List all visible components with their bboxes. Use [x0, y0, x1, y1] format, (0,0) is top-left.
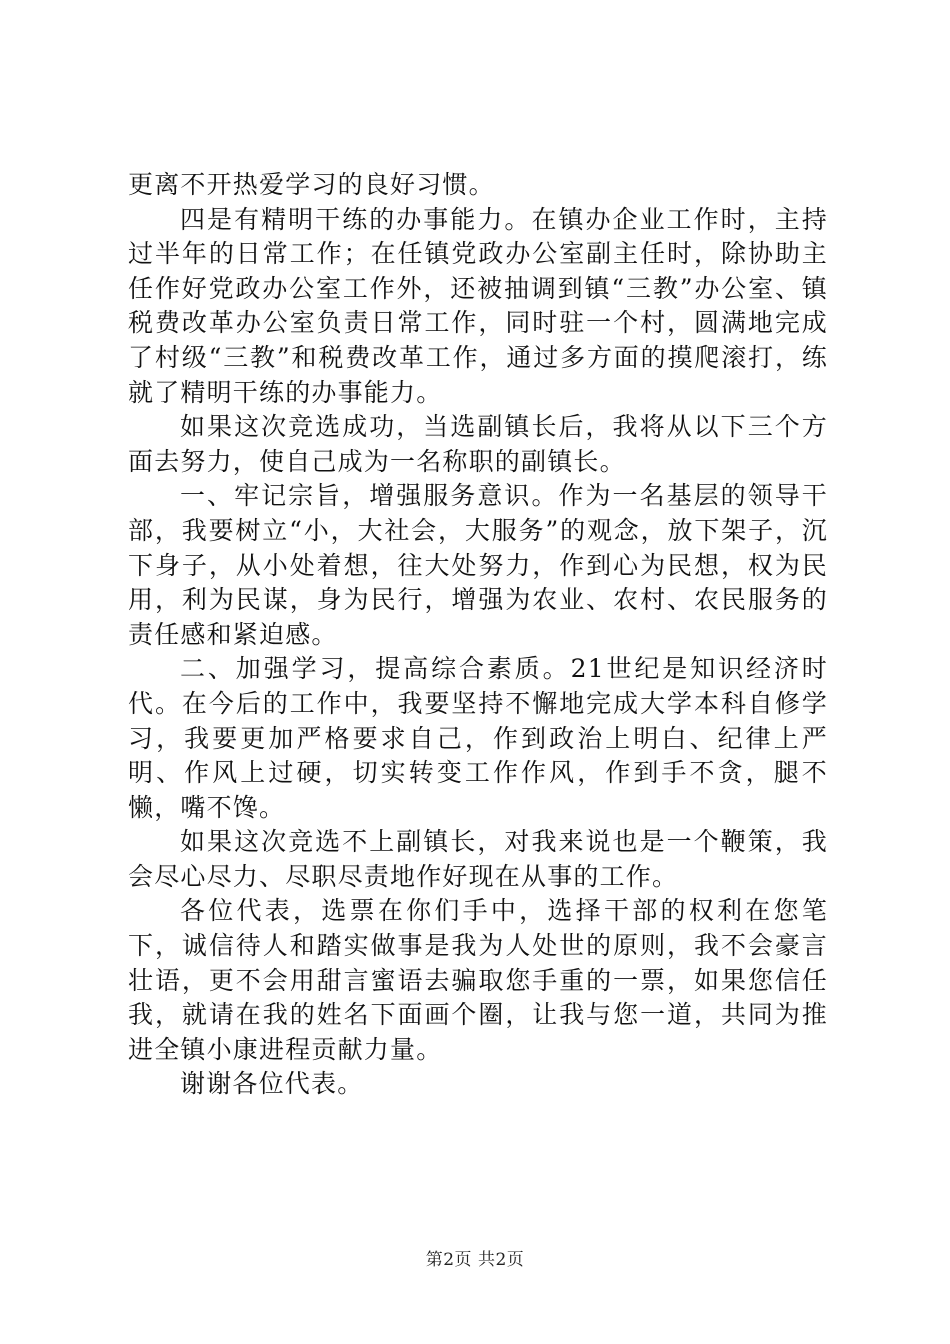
paragraph-point-two: 二、加强学习，提高综合素质。21世纪是知识经济时代。在今后的工作中，我要坚持不懈地完成大学本科自修学习，我要更加严格要求自己，作到政治上明白、纪律上严明、作风上过硬，切实转变工作作风，作到手不贪，腿不懒，嘴不馋。	[128, 654, 828, 822]
paragraph-if-not-elected: 如果这次竞选不上副镇长，对我来说也是一个鞭策，我会尽心尽力、尽职尽责地作好现在从事的工作。	[128, 827, 828, 891]
paragraph-point-one: 一、牢记宗旨，增强服务意识。作为一名基层的领导干部，我要树立“小，大社会，大服务”的观念，放下架子，沉下身子，从小处着想，往大处努力，作到心为民想，权为民用，利为民谋，身为民行，增强为农业、农村、农民服务的责任感和紧迫感。	[128, 481, 828, 649]
paragraph-ability: 四是有精明干练的办事能力。在镇办企业工作时，主持过半年的日常工作；在任镇党政办公室副主任时，除协助主任作好党政办公室工作外，还被抽调到镇“三教”办公室、镇税费改革办公室负责日常工作，同时驻一个村，圆满地完成了村级“三教”和税费改革工作，通过多方面的摸爬滚打，练就了精明干练的办事能力。	[128, 204, 828, 407]
document-body	[128, 168, 828, 1102]
paragraph-appeal: 各位代表，选票在你们手中，选择干部的权利在您笔下，诚信待人和踏实做事是我为人处世的原则，我不会豪言壮语，更不会用甜言蜜语去骗取您手重的一票，如果您信任我，就请在我的姓名下面画个圈，让我与您一道，共同为推进全镇小康进程贡献力量。	[128, 896, 828, 1064]
page-number-footer: 第2页 共2页	[425, 1250, 525, 1270]
paragraph-thanks: 谢谢各位代表。	[180, 1069, 364, 1099]
paragraph-continuation: 更离不开热爱学习的良好习惯。	[128, 170, 495, 199]
paragraph-if-elected: 如果这次竞选成功，当选副镇长后，我将从以下三个方面去努力，使自己成为一名称职的副镇长。	[128, 412, 828, 476]
